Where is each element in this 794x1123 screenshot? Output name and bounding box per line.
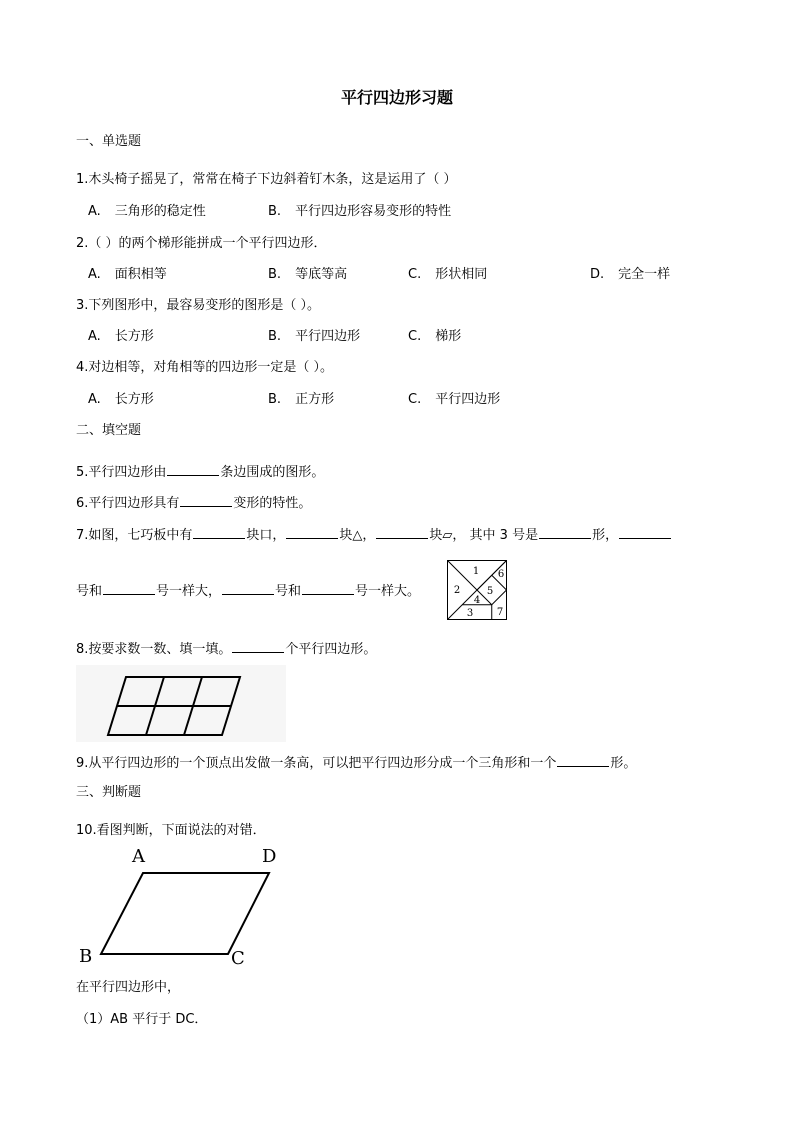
q7-text: ， 其中 3 号是 [452,528,539,543]
tangram-figure [447,560,507,620]
q2-option-c[interactable] [408,267,487,283]
option-key: A. [88,392,101,407]
answer-blank[interactable] [180,493,232,507]
q2-option-d[interactable] [590,267,670,283]
question-3-stem: 3.下列图形中，最容易变形的图形是（ ）。 [76,298,321,313]
q6-text-b: 变形的特性。 [233,496,312,511]
page-title: 平行四边形习题 [340,88,453,107]
q9-text-a: 9.从平行四边形的一个顶点出发做一条高，可以把平行四边形分成一个三角形和一个 [76,756,557,771]
answer-blank[interactable] [193,525,245,539]
answer-blank[interactable] [619,525,671,539]
option-text: 平行四边形 [435,392,501,407]
option-text: 平行四边形 [295,329,361,344]
question-7-line-2 [76,581,420,600]
question-10-stem: 10.看图判断，下面说法的对错． [76,823,266,838]
section-true-false: 三、判断题 [76,785,142,800]
option-key: B. [268,392,282,407]
parallelogram-abcd-figure [76,845,286,970]
option-key: C. [408,267,422,282]
question-10-context: 在平行四边形中， [76,980,181,995]
question-1-stem: 1.木头椅子摇晃了，常常在椅子下边斜着钉木条，这是运用了（ ） [76,172,457,187]
option-key: C. [408,392,422,407]
option-text: 正方形 [295,392,335,407]
q8-text-b: 个平行四边形。 [285,642,377,657]
q4-option-c[interactable] [408,392,500,408]
q5-text-a: 5.平行四边形由 [76,465,167,480]
answer-blank[interactable] [286,525,338,539]
q4-option-a[interactable] [88,392,154,408]
tangram-number: 4 [473,595,481,606]
answer-blank[interactable] [557,753,609,767]
answer-blank[interactable] [222,581,274,595]
answer-blank[interactable] [376,525,428,539]
q5-text-b: 条边围成的图形。 [220,465,325,480]
option-key: B. [268,267,282,282]
question-4-stem: 4.对边相等，对角相等的四边形一定是（ ）。 [76,360,334,375]
parallelogram-grid-figure [76,665,286,742]
answer-blank[interactable] [232,639,284,653]
question-9 [76,753,636,772]
tangram-number: 1 [472,566,480,577]
q7-text: 号一样大， [156,584,222,599]
option-key: B. [268,204,282,219]
option-key: D. [590,267,605,282]
tangram-number: 5 [486,586,494,597]
option-text: 完全一样 [618,267,671,282]
tangram-number: 2 [453,585,461,596]
q7-text: 号一样大。 [355,584,421,599]
option-text: 梯形 [435,329,462,344]
q1-option-b[interactable] [268,204,451,220]
q3-option-c[interactable] [408,329,461,345]
option-key: A. [88,329,101,344]
tangram-number: 3 [466,608,474,619]
vertex-label-b: B [79,946,93,967]
vertex-label-d: D [262,846,277,867]
q2-option-b[interactable] [268,267,347,283]
question-7-line-1 [76,525,672,544]
q6-text-a: 6.平行四边形具有 [76,496,180,511]
q7-text: 块▱ [429,528,453,543]
option-text: 长方形 [114,329,154,344]
q1-option-a[interactable] [88,204,206,220]
q7-text: 7.如图，七巧板中有 [76,528,193,543]
q7-text: 号和 [275,584,302,599]
answer-blank[interactable] [302,581,354,595]
q3-option-a[interactable] [88,329,154,345]
section-single-choice: 一、单选题 [76,134,142,149]
option-key: A. [88,267,101,282]
question-5 [76,462,324,481]
question-2-stem: 2.（ ）的两个梯形能拼成一个平行四边形． [76,236,327,251]
q7-text: 块口， [246,528,286,543]
option-key: C. [408,329,422,344]
section-fill-blank: 二、填空题 [76,423,142,438]
q7-text: 块△， [339,528,376,543]
option-text: 形状相同 [435,267,488,282]
option-text: 长方形 [114,392,154,407]
option-key: B. [268,329,282,344]
option-text: 等底等高 [295,267,348,282]
answer-blank[interactable] [103,581,155,595]
option-key: A. [88,204,101,219]
option-text: 平行四边形容易变形的特性 [295,204,452,219]
answer-blank[interactable] [539,525,591,539]
option-text: 面积相等 [114,267,167,282]
q7-text: 号和 [76,584,103,599]
q4-option-b[interactable] [268,392,334,408]
tangram-number: 6 [497,569,505,580]
q9-text-b: 形。 [610,756,637,771]
vertex-label-a: A [132,846,145,867]
answer-blank[interactable] [167,462,219,476]
vertex-label-c: C [231,948,245,969]
question-8 [76,639,376,658]
q3-option-b[interactable] [268,329,360,345]
question-6 [76,493,311,512]
tangram-number: 7 [496,607,504,618]
option-text: 三角形的稳定性 [114,204,206,219]
q8-text-a: 8.按要求数一数、填一填。 [76,642,232,657]
q7-text: 形， [592,528,619,543]
q2-option-a[interactable] [88,267,167,283]
question-10-item-1: （1）AB 平行于 DC． [76,1012,208,1027]
